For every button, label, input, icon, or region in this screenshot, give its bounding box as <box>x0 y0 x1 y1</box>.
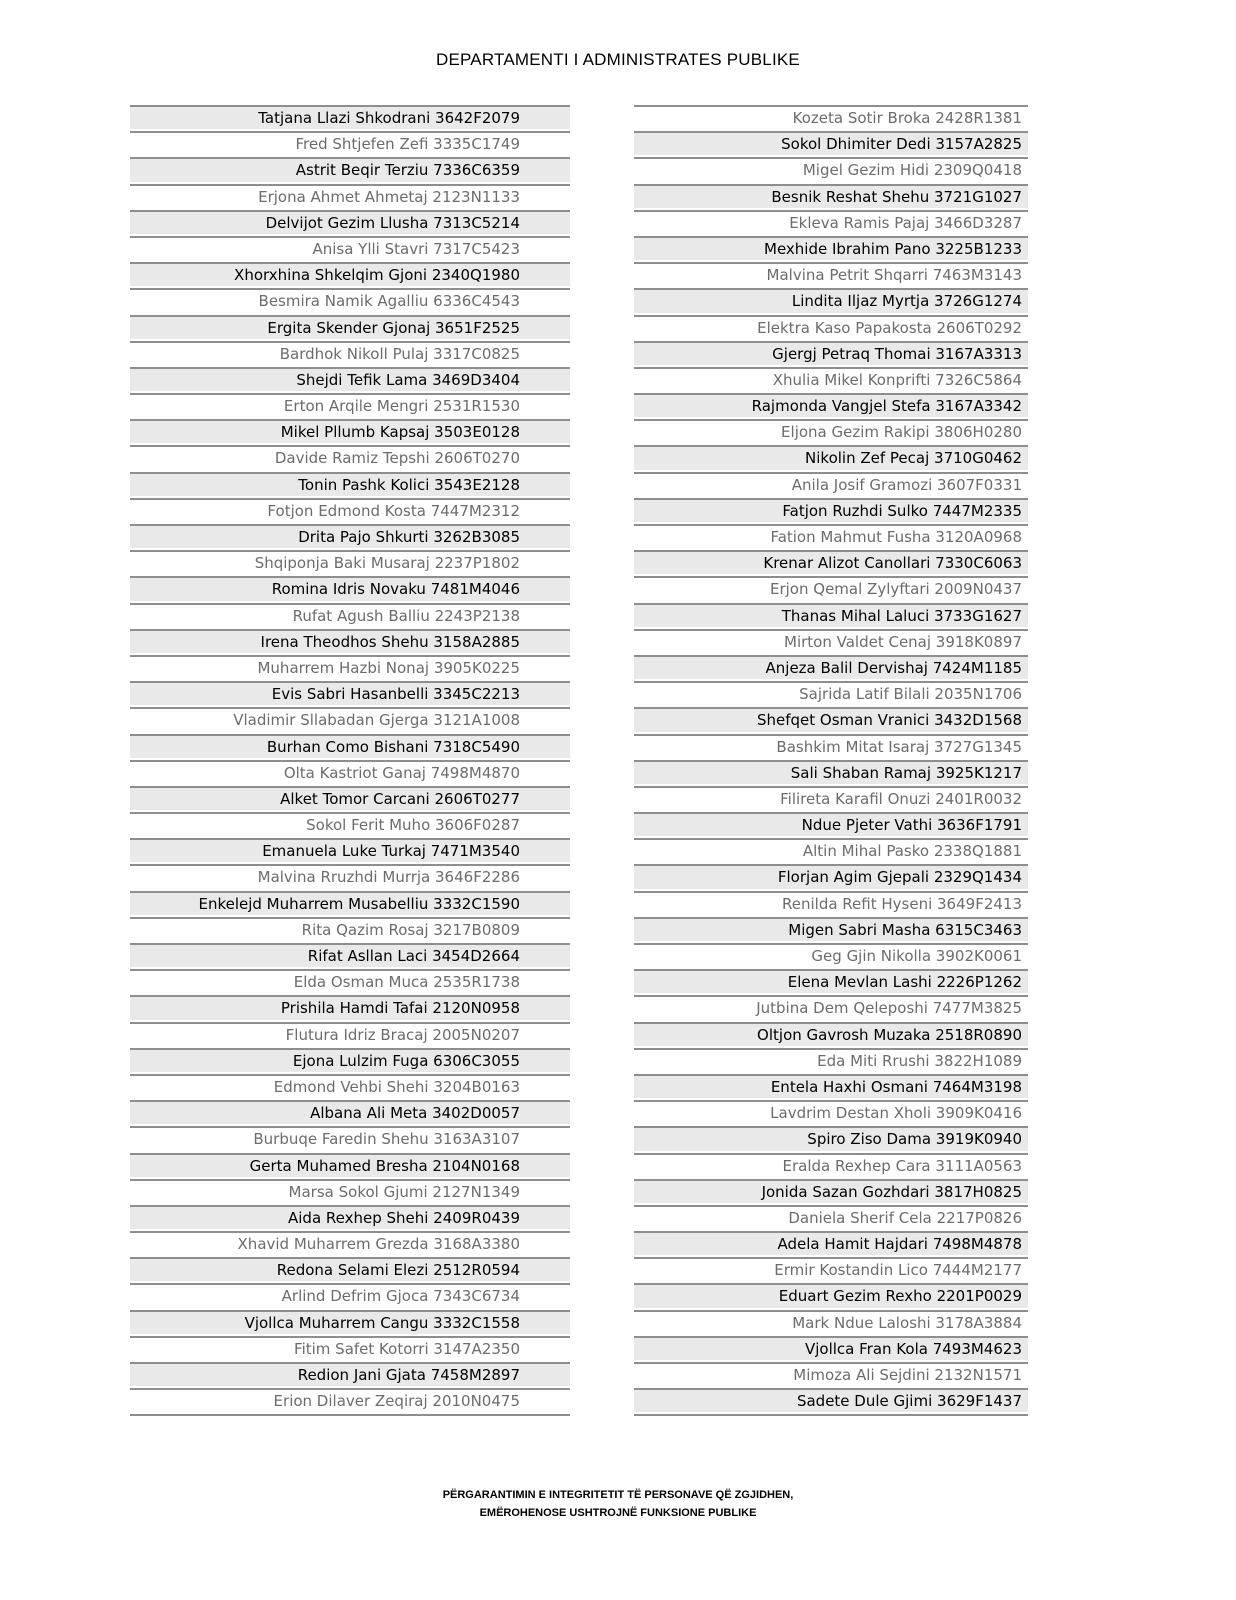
list-item: Ejona Lulzim Fuga 6306C3055 <box>130 1048 570 1072</box>
list-item: Gjergj Petraq Thomai 3167A3313 <box>634 341 1028 365</box>
list-item: Shejdi Tefik Lama 3469D3404 <box>130 367 570 391</box>
list-item: Erion Dilaver Zeqiraj 2010N0475 <box>130 1388 570 1412</box>
list-item: Burhan Como Bishani 7318C5490 <box>130 734 570 758</box>
list-item: Krenar Alizot Canollari 7330C6063 <box>634 550 1028 574</box>
list-item: Fation Mahmut Fusha 3120A0968 <box>634 524 1028 548</box>
list-item: Vladimir Sllabadan Gjerga 3121A1008 <box>130 707 570 731</box>
list-item: Erjona Ahmet Ahmetaj 2123N1133 <box>130 184 570 208</box>
list-item: Spiro Ziso Dama 3919K0940 <box>634 1126 1028 1150</box>
list-item: Lindita Iljaz Myrtja 3726G1274 <box>634 288 1028 312</box>
list-item: Romina Idris Novaku 7481M4046 <box>130 576 570 600</box>
list-item: Geg Gjin Nikolla 3902K0061 <box>634 943 1028 967</box>
list-item: Elena Mevlan Lashi 2226P1262 <box>634 969 1028 993</box>
list-item: Irena Theodhos Shehu 3158A2885 <box>130 629 570 653</box>
list-item: Albana Ali Meta 3402D0057 <box>130 1100 570 1124</box>
list-item: Filireta Karafil Onuzi 2401R0032 <box>634 786 1028 810</box>
list-item: Tonin Pashk Kolici 3543E2128 <box>130 472 570 496</box>
list-item: Lavdrim Destan Xholi 3909K0416 <box>634 1100 1028 1124</box>
list-item: Mikel Pllumb Kapsaj 3503E0128 <box>130 419 570 443</box>
list-item: Entela Haxhi Osmani 7464M3198 <box>634 1074 1028 1098</box>
list-item: Ermir Kostandin Lico 7444M2177 <box>634 1257 1028 1281</box>
list-item: Emanuela Luke Turkaj 7471M3540 <box>130 838 570 862</box>
list-item: Arlind Defrim Gjoca 7343C6734 <box>130 1283 570 1307</box>
list-item: Elda Osman Muca 2535R1738 <box>130 969 570 993</box>
list-item: Muharrem Hazbi Nonaj 3905K0225 <box>130 655 570 679</box>
list-item: Thanas Mihal Laluci 3733G1627 <box>634 603 1028 627</box>
list-item: Redion Jani Gjata 7458M2897 <box>130 1362 570 1386</box>
list-item: Edmond Vehbi Shehi 3204B0163 <box>130 1074 570 1098</box>
list-item: Besmira Namik Agalliu 6336C4543 <box>130 288 570 312</box>
list-item: Shefqet Osman Vranici 3432D1568 <box>634 707 1028 731</box>
footer <box>0 1486 1236 1522</box>
list-item: Altin Mihal Pasko 2338Q1881 <box>634 838 1028 862</box>
list-item: Jonida Sazan Gozhdari 3817H0825 <box>634 1179 1028 1203</box>
list-item: Burbuqe Faredin Shehu 3163A3107 <box>130 1126 570 1150</box>
list-item: Florjan Agim Gjepali 2329Q1434 <box>634 864 1028 888</box>
list-item: Aida Rexhep Shehi 2409R0439 <box>130 1205 570 1229</box>
list-item: Vjollca Muharrem Cangu 3332C1558 <box>130 1310 570 1334</box>
list-item: Anila Josif Gramozi 3607F0331 <box>634 472 1028 496</box>
list-item: Kozeta Sotir Broka 2428R1381 <box>634 105 1028 129</box>
list-item: Malvina Petrit Shqarri 7463M3143 <box>634 262 1028 286</box>
list-item: Bardhok Nikoll Pulaj 3317C0825 <box>130 341 570 365</box>
list-item: Mark Ndue Laloshi 3178A3884 <box>634 1310 1028 1334</box>
list-item: Daniela Sherif Cela 2217P0826 <box>634 1205 1028 1229</box>
list-bottom-rule <box>130 1414 570 1416</box>
list-item: Davide Ramiz Tepshi 2606T0270 <box>130 445 570 469</box>
list-item: Ergita Skender Gjonaj 3651F2525 <box>130 315 570 339</box>
list-item: Rajmonda Vangjel Stefa 3167A3342 <box>634 393 1028 417</box>
list-item: Prishila Hamdi Tafai 2120N0958 <box>130 995 570 1019</box>
list-item: Ekleva Ramis Pajaj 3466D3287 <box>634 210 1028 234</box>
list-item: Oltjon Gavrosh Muzaka 2518R0890 <box>634 1022 1028 1046</box>
name-list-left <box>130 105 570 1416</box>
list-item: Besnik Reshat Shehu 3721G1027 <box>634 184 1028 208</box>
list-item: Olta Kastriot Ganaj 7498M4870 <box>130 760 570 784</box>
list-item: Anisa Ylli Stavri 7317C5423 <box>130 236 570 260</box>
list-item: Migel Gezim Hidi 2309Q0418 <box>634 157 1028 181</box>
list-item: Redona Selami Elezi 2512R0594 <box>130 1257 570 1281</box>
list-item: Eralda Rexhep Cara 3111A0563 <box>634 1153 1028 1177</box>
list-item: Jutbina Dem Qeleposhi 7477M3825 <box>634 995 1028 1019</box>
list-item: Fotjon Edmond Kosta 7447M2312 <box>130 498 570 522</box>
list-item: Eduart Gezim Rexho 2201P0029 <box>634 1283 1028 1307</box>
footer-line-1: PËRGARANTIMIN E INTEGRITETIT TË PERSONAVE QË ZGJIDHEN, <box>442 1489 794 1501</box>
list-bottom-rule <box>634 1414 1028 1416</box>
list-item: Sokol Ferit Muho 3606F0287 <box>130 812 570 836</box>
list-item: Elektra Kaso Papakosta 2606T0292 <box>634 315 1028 339</box>
list-item: Mimoza Ali Sejdini 2132N1571 <box>634 1362 1028 1386</box>
list-item: Migen Sabri Masha 6315C3463 <box>634 917 1028 941</box>
list-item: Erton Arqile Mengri 2531R1530 <box>130 393 570 417</box>
list-item: Anjeza Balil Dervishaj 7424M1185 <box>634 655 1028 679</box>
list-item: Marsa Sokol Gjumi 2127N1349 <box>130 1179 570 1203</box>
list-item: Ndue Pjeter Vathi 3636F1791 <box>634 812 1028 836</box>
list-item: Xhulia Mikel Konprifti 7326C5864 <box>634 367 1028 391</box>
list-item: Rifat Asllan Laci 3454D2664 <box>130 943 570 967</box>
list-item: Rita Qazim Rosaj 3217B0809 <box>130 917 570 941</box>
list-item: Bashkim Mitat Isaraj 3727G1345 <box>634 734 1028 758</box>
list-item: Xhorxhina Shkelqim Gjoni 2340Q1980 <box>130 262 570 286</box>
list-item: Eda Miti Rrushi 3822H1089 <box>634 1048 1028 1072</box>
list-item: Enkelejd Muharrem Musabelliu 3332C1590 <box>130 891 570 915</box>
list-item: Evis Sabri Hasanbelli 3345C2213 <box>130 681 570 705</box>
list-item: Shqiponja Baki Musaraj 2237P1802 <box>130 550 570 574</box>
list-item: Adela Hamit Hajdari 7498M4878 <box>634 1231 1028 1255</box>
list-item: Sajrida Latif Bilali 2035N1706 <box>634 681 1028 705</box>
footer-line-2: EMËROHENOSE USHTROJNË FUNKSIONE PUBLIKE <box>479 1507 757 1519</box>
list-item: Sali Shaban Ramaj 3925K1217 <box>634 760 1028 784</box>
list-item: Eljona Gezim Rakipi 3806H0280 <box>634 419 1028 443</box>
list-item: Renilda Refit Hyseni 3649F2413 <box>634 891 1028 915</box>
list-item: Drita Pajo Shkurti 3262B3085 <box>130 524 570 548</box>
list-item: Fred Shtjefen Zefi 3335C1749 <box>130 131 570 155</box>
list-item: Astrit Beqir Terziu 7336C6359 <box>130 157 570 181</box>
list-item: Fatjon Ruzhdi Sulko 7447M2335 <box>634 498 1028 522</box>
list-item: Tatjana Llazi Shkodrani 3642F2079 <box>130 105 570 129</box>
list-item: Flutura Idriz Bracaj 2005N0207 <box>130 1022 570 1046</box>
list-item: Nikolin Zef Pecaj 3710G0462 <box>634 445 1028 469</box>
list-item: Sokol Dhimiter Dedi 3157A2825 <box>634 131 1028 155</box>
list-item: Malvina Rruzhdi Murrja 3646F2286 <box>130 864 570 888</box>
list-item: Sadete Dule Gjimi 3629F1437 <box>634 1388 1028 1412</box>
page-title: DEPARTAMENTI I ADMINISTRATES PUBLIKE <box>436 50 800 69</box>
list-item: Alket Tomor Carcani 2606T0277 <box>130 786 570 810</box>
list-item: Mirton Valdet Cenaj 3918K0897 <box>634 629 1028 653</box>
list-item: Erjon Qemal Zylyftari 2009N0437 <box>634 576 1028 600</box>
list-item: Fitim Safet Kotorri 3147A2350 <box>130 1336 570 1360</box>
list-item: Rufat Agush Balliu 2243P2138 <box>130 603 570 627</box>
list-item: Delvijot Gezim Llusha 7313C5214 <box>130 210 570 234</box>
list-item: Xhavid Muharrem Grezda 3168A3380 <box>130 1231 570 1255</box>
name-list-right <box>634 105 1028 1416</box>
list-item: Mexhide Ibrahim Pano 3225B1233 <box>634 236 1028 260</box>
list-item: Gerta Muhamed Bresha 2104N0168 <box>130 1153 570 1177</box>
list-item: Vjollca Fran Kola 7493M4623 <box>634 1336 1028 1360</box>
